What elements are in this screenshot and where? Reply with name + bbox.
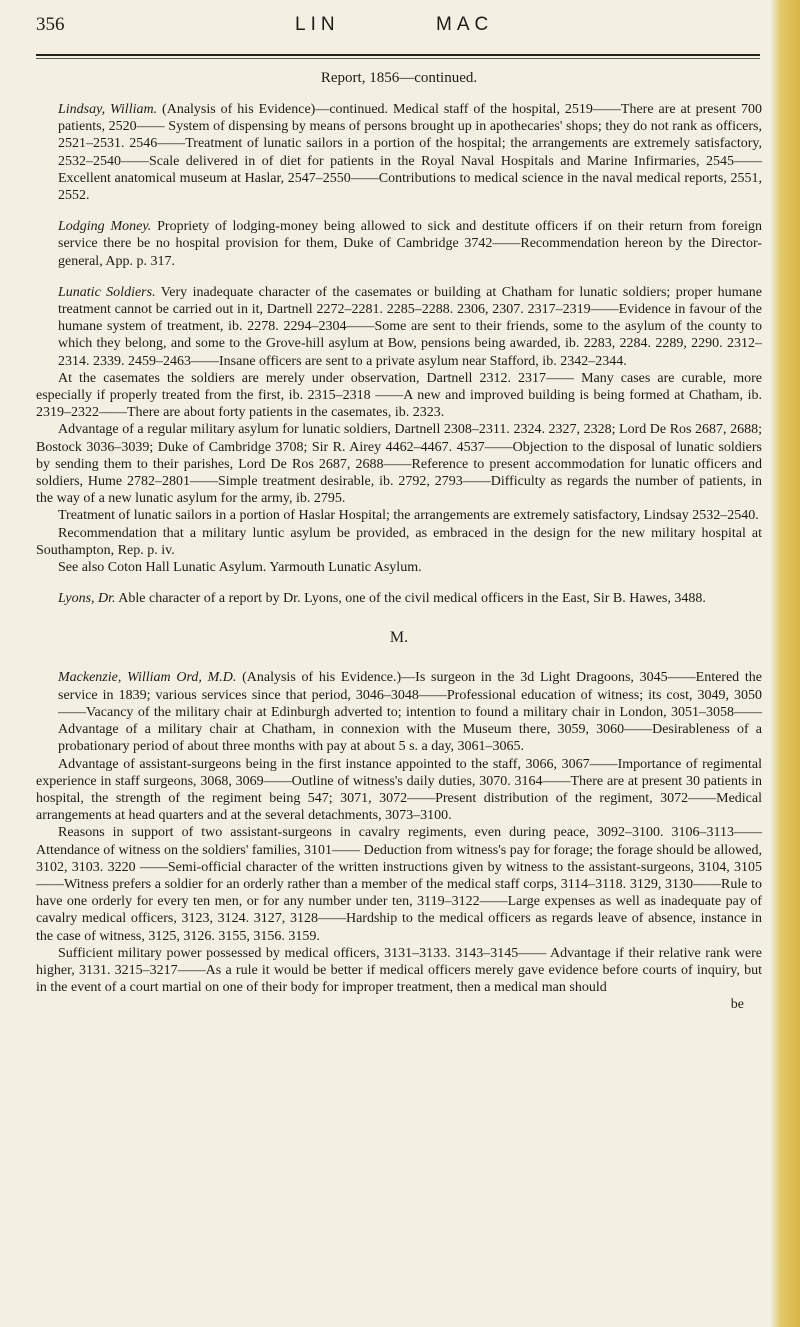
section-letter: M. bbox=[389, 629, 409, 647]
see-also: See also Coton Hall Lunatic Asylum. Yarmouth Lunatic Asylum. bbox=[58, 560, 422, 576]
entry-paragraph: Reasons in support of two assistant-surgeons in cavalry regiments, even during peace, 3092–3100. 3106–3113——Attendance of witness on the soldiers' families, 3101—— Deduction from witness's pay for forage; the forage should be allowed, 3102, 3103. 3220 ——Semi-official character of the written instructions given by witness to the assistant-surgeons, 3104, 3105——Witness prefers a soldier for an orderly rather than a member of the medical staff corps, 3114–3118. 3129, 3130——Rule to have one orderly for every ten men, or for any number under ten, 3119–3122——Large expenses as well as inadequate pay of cavalry medical officers, 3123, 3124. 3127, 3128——Hardship to the medical officers as regards leave of absence, instance in the case of witness, 3125, 3126. 3155, 3156. 3159. bbox=[36, 825, 762, 944]
entry-title: Lunatic Soldiers. bbox=[58, 284, 156, 300]
head-rule bbox=[36, 54, 760, 56]
entry-paragraph: Advantage of a regular military asylum for lunatic soldiers, Dartnell 2308–2311. 2324. 2327, 2328; Lord De Ros 2687, 2688; Bostock 3036–3039; Duke of Cambridge 3708; Sir R. Airey 4462–4467. 4537——Objection to the disposal of lunatic soldiers by sending them to their parishes, Lord De Ros 2687, 2688——Reference to present accommodation for lunatic officers and soldiers, Hume 2782–2801——Simple treatment desirable, ib. 2792, 2793——Difficulty as regards the number of patients, in the way of a new lunatic asylum for the army, ib. 2795. bbox=[36, 422, 762, 507]
entry-title: Lodging Money. bbox=[58, 219, 152, 235]
entry-paragraph: At the casemates the soldiers are merely under observation, Dartnell 2312. 2317—— Many cases are curable, more especially if properly treated from the first, ib. 2315–2318 ——A new and improved building is being formed at Chatham, ib. 2319–2322——There are about forty patients in the casemates, ib. 2323. bbox=[36, 370, 762, 421]
running-head bbox=[36, 14, 762, 60]
entry-title: Lyons, Dr. bbox=[58, 591, 116, 607]
entry-lindsay bbox=[36, 101, 762, 204]
running-head-left: LIN bbox=[295, 14, 340, 35]
entry-mackenzie bbox=[36, 669, 762, 1013]
page-number: 356 bbox=[36, 14, 65, 35]
catchword: be bbox=[730, 997, 744, 1013]
entry-lunatic-soldiers bbox=[36, 284, 762, 576]
page-content bbox=[36, 14, 762, 1028]
running-head-right: MAC bbox=[436, 14, 494, 35]
entry-paragraph: Sufficient military power possessed by medical officers, 3131–3133. 3143–3145—— Advantage if their relative rank were higher, 3131. 3215–3217——As a rule it would be better if medical officers merely gave evidence before courts of inquiry, but in the event of a court martial on one of their body for improper treatment, then a medical man should bbox=[36, 945, 762, 996]
entry-lyons bbox=[36, 590, 762, 607]
entry-body: Propriety of lodging-money being allowed to sick and destitute officers if on their return from foreign service there be no hospital provision for them, Duke of Cambridge 3742——Recommendation hereon by the Director-general, App. p. 317. bbox=[58, 219, 762, 269]
entry-paragraph: Advantage of assistant-surgeons being in the first instance appointed to the staff, 3066, 3067——Importance of regimental experience in staff surgeons, 3068, 3069——Outline of witness's daily duties, 3070. 3164——There are at present 30 patients in hospital, the strength of the regiment being 547; 3071, 3072——Present distribution of the regiment, 3072——Medical arrangements at head quarters and at the several detachments, 3073–3100. bbox=[36, 756, 762, 824]
entry-title: Mackenzie, William Ord, M.D. bbox=[58, 670, 237, 686]
entry-body: (Analysis of his Evidence)—continued. Medical staff of the hospital, 2519——There are at present 700 patients, 2520—— System of dispensing by means of persons brought up in apothecaries' shops; they do not rank as officers, 2521–2531. 2546——Treatment of lunatic sailors in a portion of the hospital; the arrangements are extremely satisfactory, 2532–2540——Scale delivered in of diet for patients in the Royal Naval Hospitals and Marine Infirmaries, 2545—— Excellent anatomical museum at Haslar, 2547–2550——Contributions to medical science in the naval medical reports, 2551, 2552. bbox=[58, 102, 763, 204]
report-continued-heading: Report, 1856—continued. bbox=[320, 70, 478, 86]
entry-lodging-money bbox=[36, 218, 762, 270]
head-rule-thin bbox=[36, 58, 760, 59]
entry-paragraph: Treatment of lunatic sailors in a portion of Haslar Hospital; the arrangements are extremely satisfactory, Lindsay 2532–2540. bbox=[58, 508, 759, 524]
entry-title: Lindsay, William. bbox=[58, 102, 158, 117]
entry-body: Able character of a report by Dr. Lyons, one of the civil medical officers in the East, Sir B. Hawes, 3488. bbox=[115, 591, 706, 607]
page-edge bbox=[770, 0, 800, 1327]
entry-body: Very inadequate character of the casemates or building at Chatham for lunatic soldiers; proper humane treatment cannot be carried out in it, Dartnell 2272–2281. 2285–2288. 2306, 2307. 2317–2319——Evidence in favour of the humane system of treatment, ib. 2278. 2294–2304——Some are sent to their friends, some to the asylum of the county to which they belong, and some to the Grove-hill asylum at Bow, pensions being awarded, ib. 2283, 2284. 2289, 2290. 2312–2314. 2339. 2459–2463——Insane officers are sent to a private asylum near Stafford, ib. 2342–2344. bbox=[58, 284, 762, 369]
entry-paragraph: Recommendation that a military luntic asylum be provided, as embraced in the design for the new military hospital at Southampton, Rep. p. iv. bbox=[36, 525, 762, 558]
entry-body: (Analysis of his Evidence.)—Is surgeon in the 3d Light Dragoons, 3045——Entered the service in 1839; various services since that period, 3046–3048——Professional education of witness; its cost, 3049, 3050——Vacancy of the military chair at Edinburgh adverted to; intention to found a military chair in London, 3051–3058——Advantage of a military chair at Chatham, in connexion with the Museum there, 3059, 3060——Desirableness of a probationary period of about three months with pay at about 5 s. a day, 3061–3065. bbox=[58, 670, 762, 755]
